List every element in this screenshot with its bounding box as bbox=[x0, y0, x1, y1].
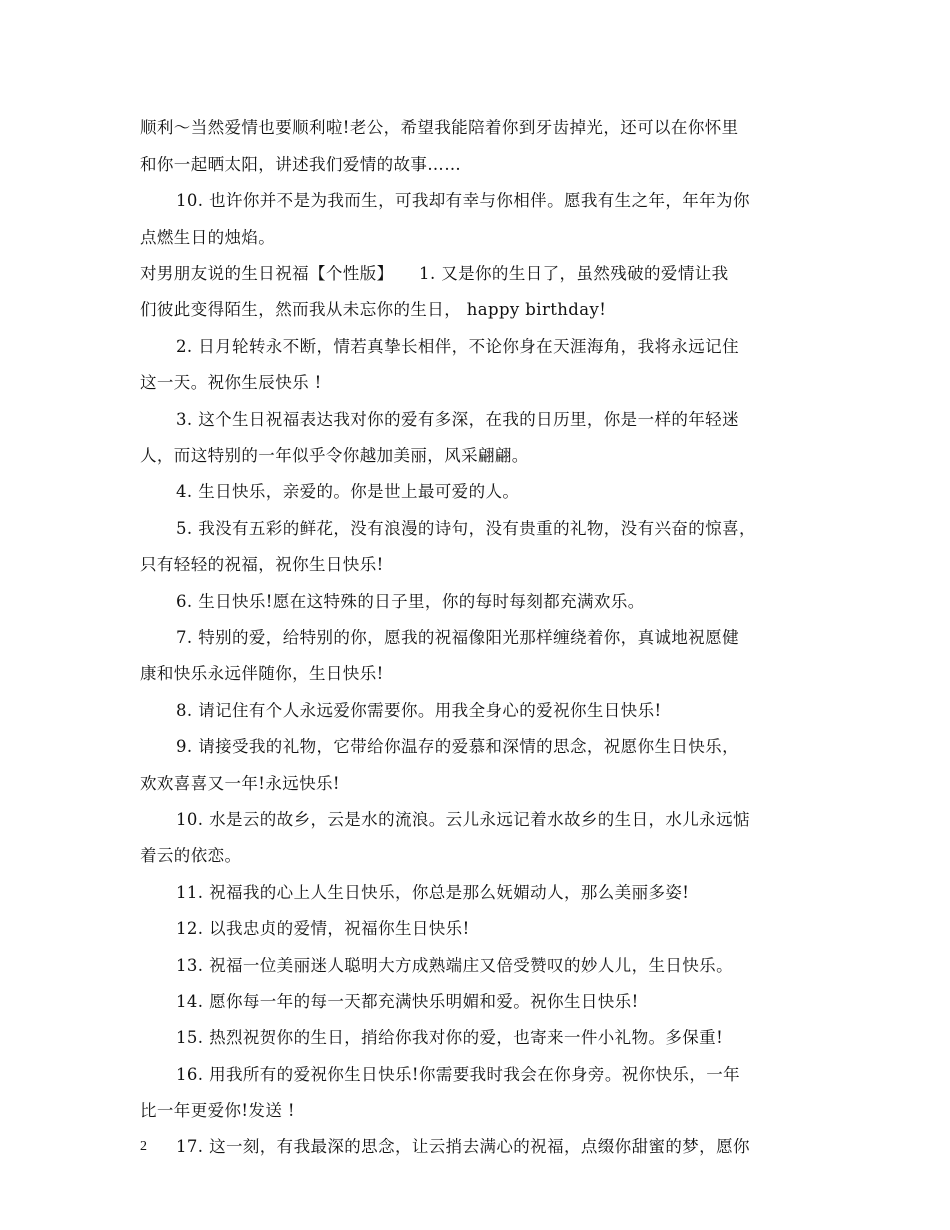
text-line: 10. 也许你并不是为我而生，可我却有幸与你相伴。愿我有生之年，年年为你 bbox=[176, 191, 750, 210]
text-line: 们彼此变得陌生，然而我从未忘你的生日， happy birthday! bbox=[140, 300, 607, 319]
text-line: 比一年更爱你!发送 ! bbox=[140, 1101, 295, 1120]
text-line: 12. 以我忠贞的爱情，祝福你生日快乐! bbox=[176, 919, 470, 938]
section-heading-line: 对男朋友说的生日祝福【个性版】 1. 又是你的生日了，虽然残破的爱情让我 bbox=[140, 264, 729, 283]
text-line: 只有轻轻的祝福，祝你生日快乐! bbox=[140, 555, 384, 574]
text-line: 3. 这个生日祝福表达我对你的爱有多深，在我的日历里，你是一样的年轻迷 bbox=[176, 410, 739, 429]
text-line: 点燃生日的烛焰。 bbox=[140, 228, 276, 247]
text-line: 7. 特别的爱，给特别的你，愿我的祝福像阳光那样缠绕着你，真诚地祝愿健 bbox=[176, 628, 739, 647]
text-line: 11. 祝福我的心上人生日快乐，你总是那么妩媚动人，那么美丽多姿! bbox=[176, 883, 690, 902]
text-line: 13. 祝福一位美丽迷人聪明大方成熟端庄又倍受赞叹的妙人儿，生日快乐。 bbox=[176, 956, 733, 975]
text-line: 16. 用我所有的爱祝你生日快乐!你需要我时我会在你身旁。祝你快乐，一年 bbox=[176, 1065, 741, 1084]
text-line: 4. 生日快乐，亲爱的。你是世上最可爱的人。 bbox=[176, 482, 520, 501]
text-line: 5. 我没有五彩的鲜花，没有浪漫的诗句，没有贵重的礼物，没有兴奋的惊喜， bbox=[176, 519, 756, 538]
text-line: 着云的依恋。 bbox=[140, 846, 242, 865]
text-line: 2. 日月轮转永不断，情若真挚长相伴，不论你身在天涯海角，我将永远记住 bbox=[176, 337, 739, 356]
text-line: 和你一起晒太阳，讲述我们爱情的故事…… bbox=[140, 155, 462, 174]
text-line: 6. 生日快乐!愿在这特殊的日子里，你的每时每刻都充满欢乐。 bbox=[176, 592, 645, 611]
text-line: 顺利～当然爱情也要顺利啦!老公，希望我能陪着你到牙齿掉光，还可以在你怀里 bbox=[140, 118, 739, 137]
text-line: 9. 请接受我的礼物，它带给你温存的爱慕和深情的思念，祝愿你生日快乐， bbox=[176, 737, 739, 756]
text-line: 15. 热烈祝贺你的生日，捎给你我对你的爱，也寄来一件小礼物。多保重! bbox=[176, 1028, 724, 1047]
text-line: 人，而这特别的一年似乎令你越加美丽，风采翩翩。 bbox=[140, 446, 529, 465]
text-line: 这一天。祝你生辰快乐 ! bbox=[140, 373, 322, 392]
text-line: 14. 愿你每一年的每一天都充满快乐明媚和爱。祝你生日快乐! bbox=[176, 992, 639, 1011]
page-number: 2 bbox=[140, 1139, 147, 1154]
text-line: 10. 水是云的故乡，云是水的流浪。云儿永远记着水故乡的生日，水儿永远惦 bbox=[176, 810, 750, 829]
text-line: 17. 这一刻，有我最深的思念，让云捎去满心的祝福，点缀你甜蜜的梦，愿你 bbox=[176, 1137, 750, 1156]
text-line: 8. 请记住有个人永远爱你需要你。用我全身心的爱祝你生日快乐! bbox=[176, 701, 662, 720]
text-line: 欢欢喜喜又一年!永远快乐! bbox=[140, 774, 340, 793]
text-line: 康和快乐永远伴随你，生日快乐! bbox=[140, 664, 384, 683]
